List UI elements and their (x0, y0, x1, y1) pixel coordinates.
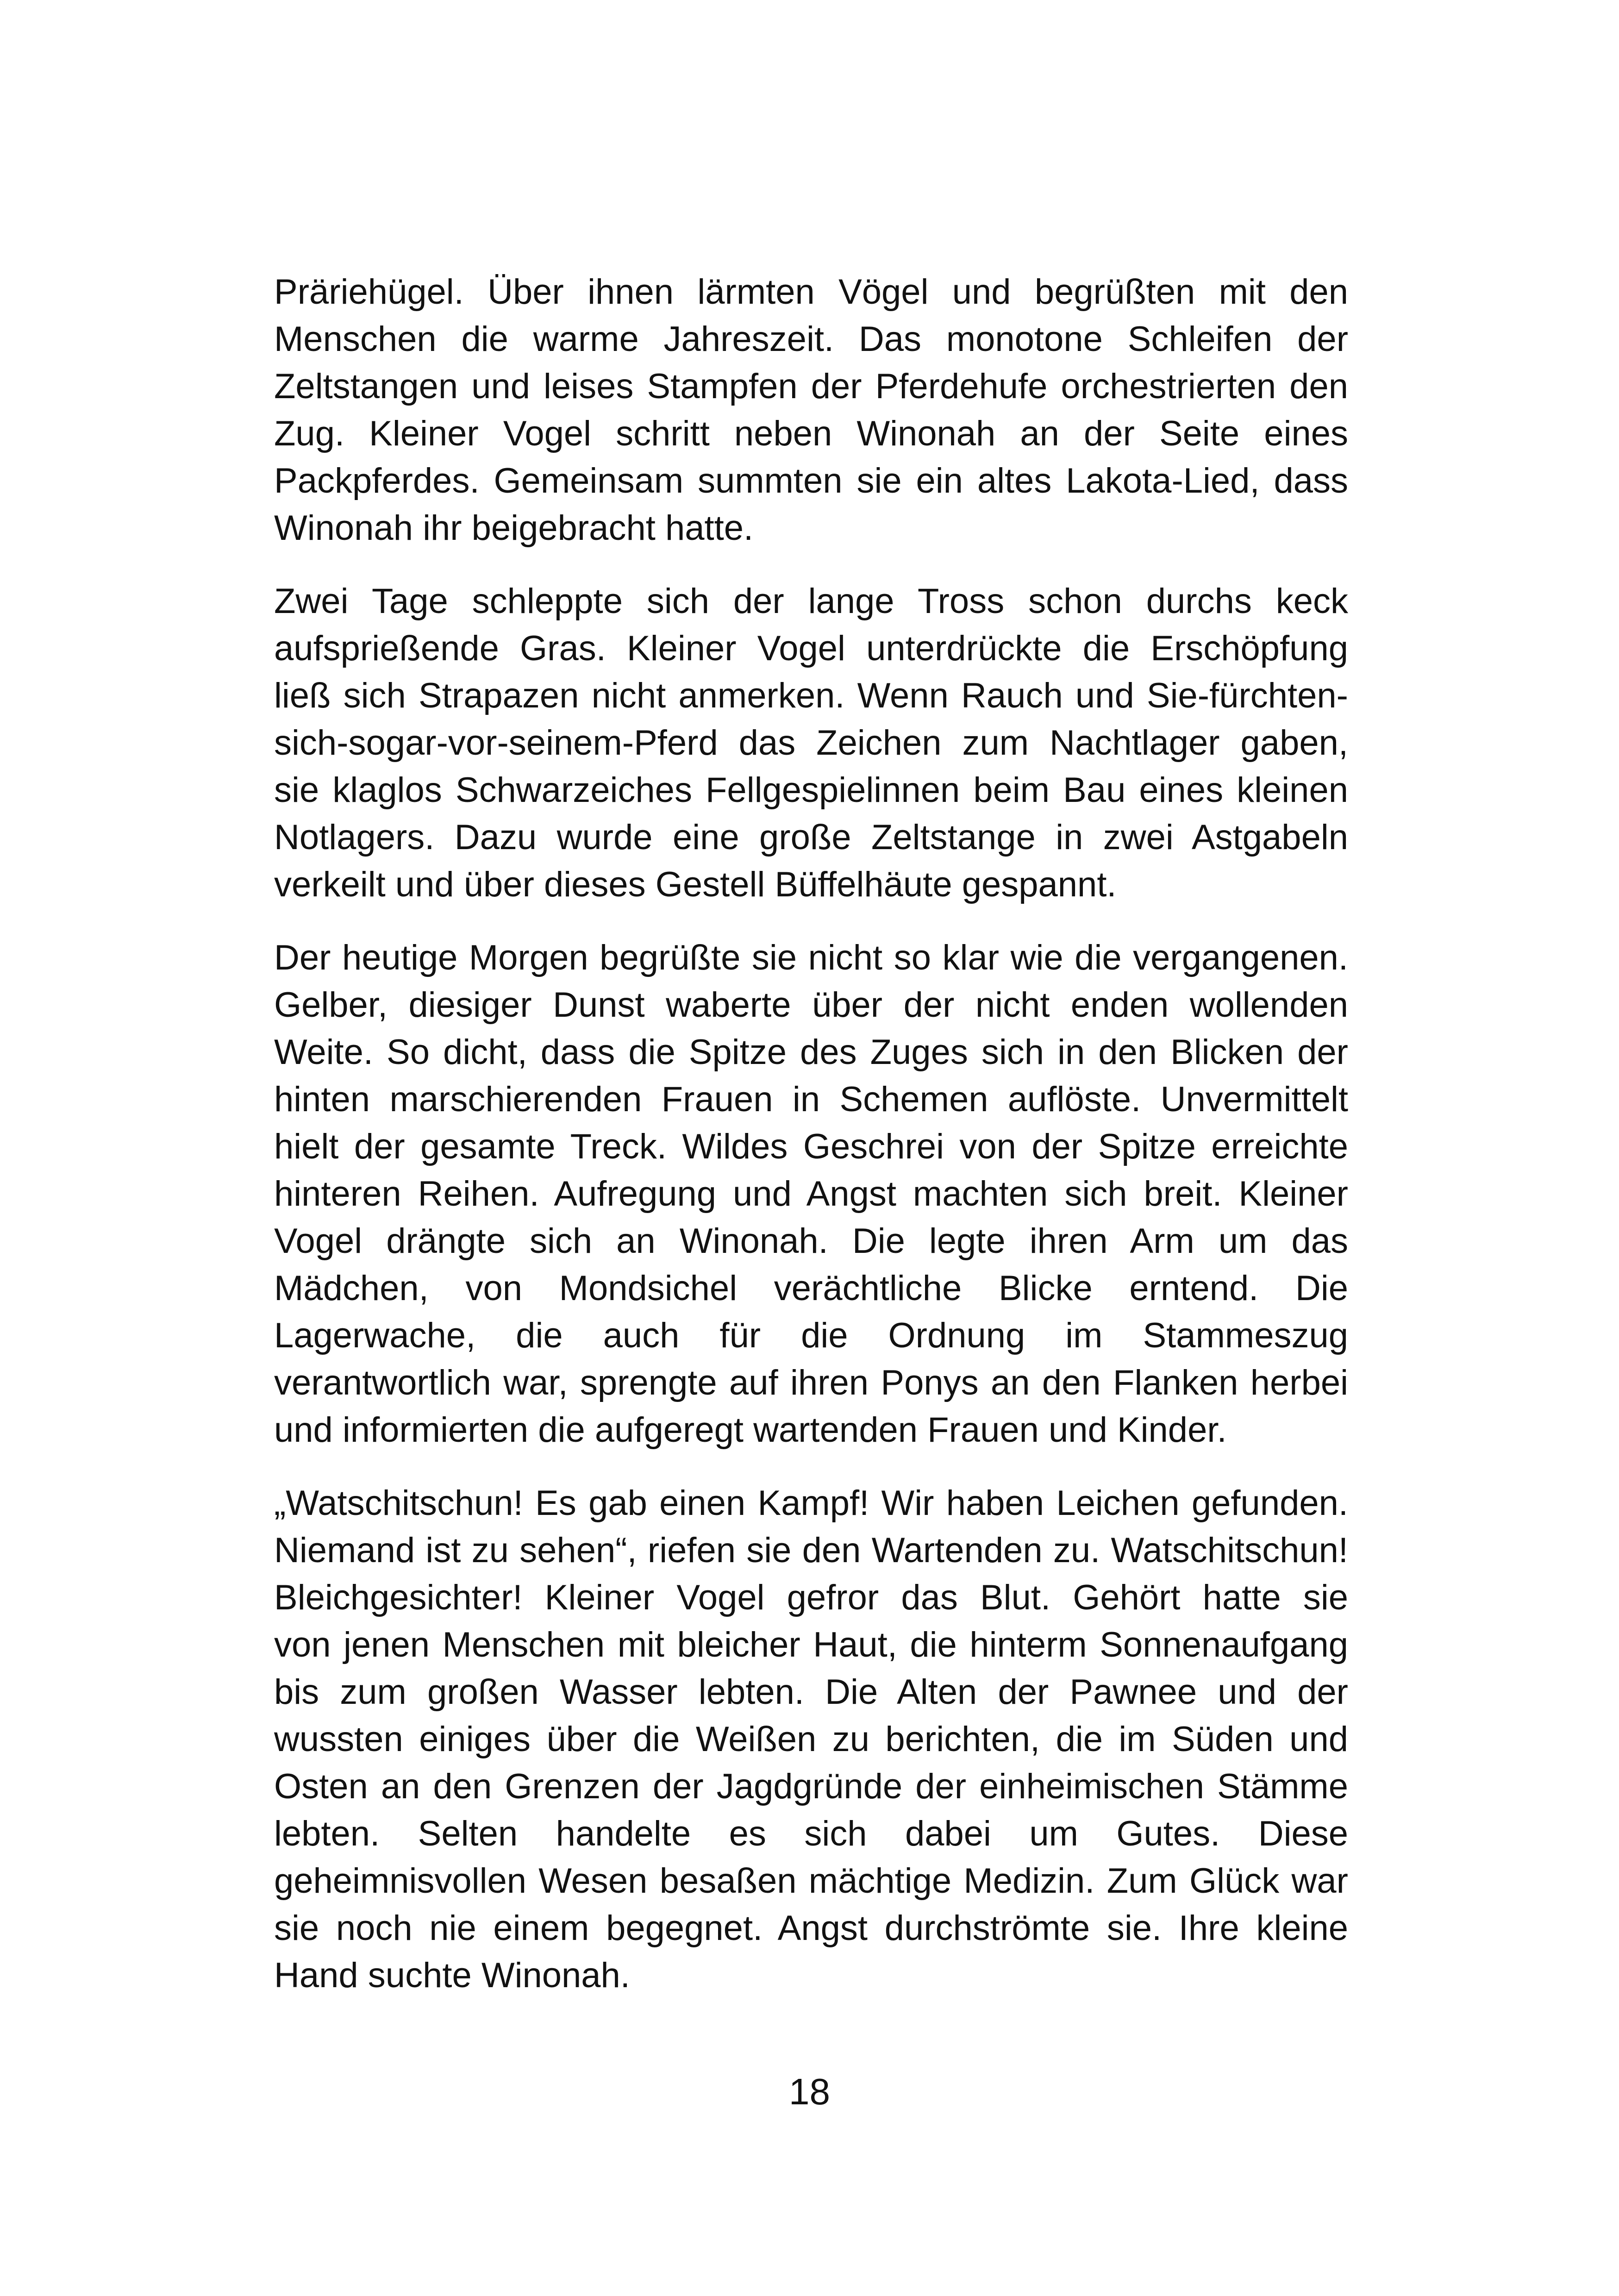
text-line: Gelber, diesiger Dunst waberte über der nicht enden wollenden (274, 985, 1348, 1025)
text-line: Zug. Kleiner Vogel schritt neben Winonah an der Seite eines (274, 414, 1348, 453)
text-line: Mädchen, von Mondsichel verächtliche Blicke erntend. Die (274, 1269, 1348, 1308)
text-line: Vogel drängte sich an Winonah. Die legte ihren Arm um das (274, 1221, 1348, 1261)
paragraph-1 (274, 269, 1348, 552)
text-line: sie klaglos Schwarzeiches Fellgespielinnen beim Bau eines kleinen (274, 770, 1348, 810)
text-line: und informierten die aufgeregt wartenden Frauen und Kinder. (274, 1410, 1227, 1450)
text-line: Bleichgesichter! Kleiner Vogel gefror das Blut. Gehört hatte sie (274, 1578, 1348, 1617)
text-line: geheimnisvollen Wesen besaßen mächtige Medizin. Zum Glück war (274, 1861, 1348, 1901)
text-line: Menschen die warme Jahreszeit. Das monotone Schleifen der (274, 319, 1348, 359)
text-line: Zwei Tage schleppte sich der lange Tross schon durchs keck (274, 582, 1348, 621)
text-line: verkeilt und über dieses Gestell Büffelhäute gespannt. (274, 865, 1117, 904)
text-line: Lagerwache, die auch für die Ordnung im Stammeszug (274, 1316, 1348, 1355)
text-line: „Watschitschun! Es gab einen Kampf! Wir haben Leichen gefunden. (274, 1483, 1348, 1523)
paragraph-2 (274, 578, 1348, 908)
text-line: Zeltstangen und leises Stampfen der Pferdehufe orchestrierten den (274, 367, 1348, 406)
text-line: hielt der gesamte Treck. Wildes Geschrei von der Spitze erreichte (274, 1127, 1348, 1166)
text-line: Niemand ist zu sehen“, riefen sie den Wartenden zu. Watschitschun! (274, 1531, 1348, 1570)
text-line: von jenen Menschen mit bleicher Haut, die hinterm Sonnenaufgang (274, 1625, 1348, 1664)
text-line: verantwortlich war, sprengte auf ihren Ponys an den Flanken herbei (274, 1363, 1348, 1402)
text-line: Osten an den Grenzen der Jagdgründe der einheimischen Stämme (274, 1767, 1348, 1806)
text-line: Winonah ihr beigebracht hatte. (274, 508, 754, 548)
text-line: sich-sogar-vor-seinem-Pferd das Zeichen zum Nachtlager gaben, (274, 723, 1348, 763)
text-line: sie noch nie einem begegnet. Angst durchströmte sie. Ihre kleine (274, 1908, 1348, 1948)
text-line: Der heutige Morgen begrüßte sie nicht so klar wie die vergangenen. (274, 938, 1348, 977)
text-line: hinteren Reihen. Aufregung und Angst machten sich breit. Kleiner (274, 1174, 1348, 1214)
paragraph-4 (274, 1480, 1348, 1999)
text-line: Notlagers. Dazu wurde eine große Zeltstange in zwei Astgabeln (274, 818, 1348, 857)
text-line: ließ sich Strapazen nicht anmerken. Wenn Rauch und Sie-fürchten- (274, 676, 1348, 715)
text-line: wussten einiges über die Weißen zu berichten, die im Süden und (274, 1720, 1348, 1759)
text-line: hinten marschierenden Frauen in Schemen auflöste. Unvermittelt (274, 1080, 1348, 1119)
page-number: 18 (789, 2071, 830, 2112)
text-line: aufsprießende Gras. Kleiner Vogel unterdrückte die Erschöpfung (274, 629, 1348, 668)
text-line: Packpferdes. Gemeinsam summten sie ein altes Lakota-Lied, dass (274, 461, 1348, 500)
paragraph-3 (274, 934, 1348, 1454)
text-line: lebten. Selten handelte es sich dabei um Gutes. Diese (274, 1814, 1348, 1853)
text-line: bis zum großen Wasser lebten. Die Alten der Pawnee und der (274, 1672, 1348, 1712)
text-line: Präriehügel. Über ihnen lärmten Vögel und begrüßten mit den (274, 272, 1348, 312)
text-line: Hand suchte Winonah. (274, 1956, 630, 1995)
text-line: Weite. So dicht, dass die Spitze des Zuges sich in den Blicken der (274, 1032, 1348, 1072)
page-body (274, 269, 1348, 2025)
